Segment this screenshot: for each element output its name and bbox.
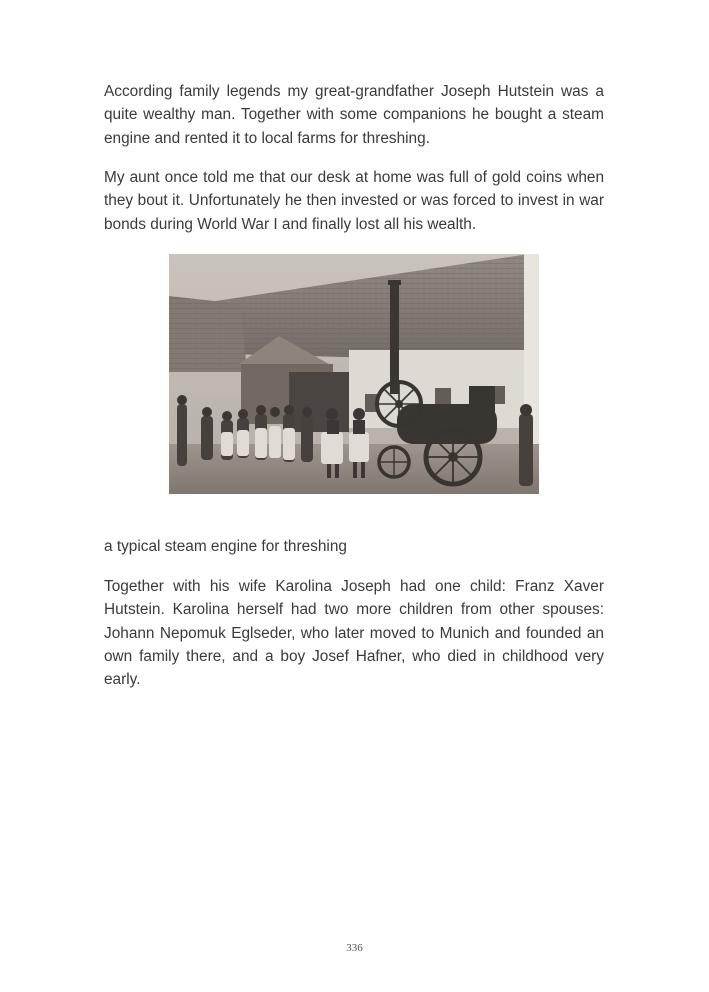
paragraph-1: According family legends my great-grandfather Joseph Hutstein was a quite wealthy man. Together with some companions he bought a steam engine and rented it to local farms for threshing. — [104, 83, 604, 147]
page-number: 336 — [346, 942, 363, 954]
paragraph-3: Together with his wife Karolina Joseph had one child: Franz Xaver Hutstein. Karolina herself had two more children from other spouses: Johann Nepomuk Eglseder, who later moved to Munich and founded an own family there, and a boy Josef Hafner, who died in childhood very early. — [104, 578, 604, 689]
paragraph-2: My aunt once told me that our desk at home was full of gold coins when they bout it. Unfortunately he then invested or was forced to invest in war bonds during World War I and finally lost all his wealth. — [104, 169, 604, 233]
steam-engine-photo — [169, 254, 539, 494]
photo-caption: a typical steam engine for threshing — [104, 538, 347, 555]
